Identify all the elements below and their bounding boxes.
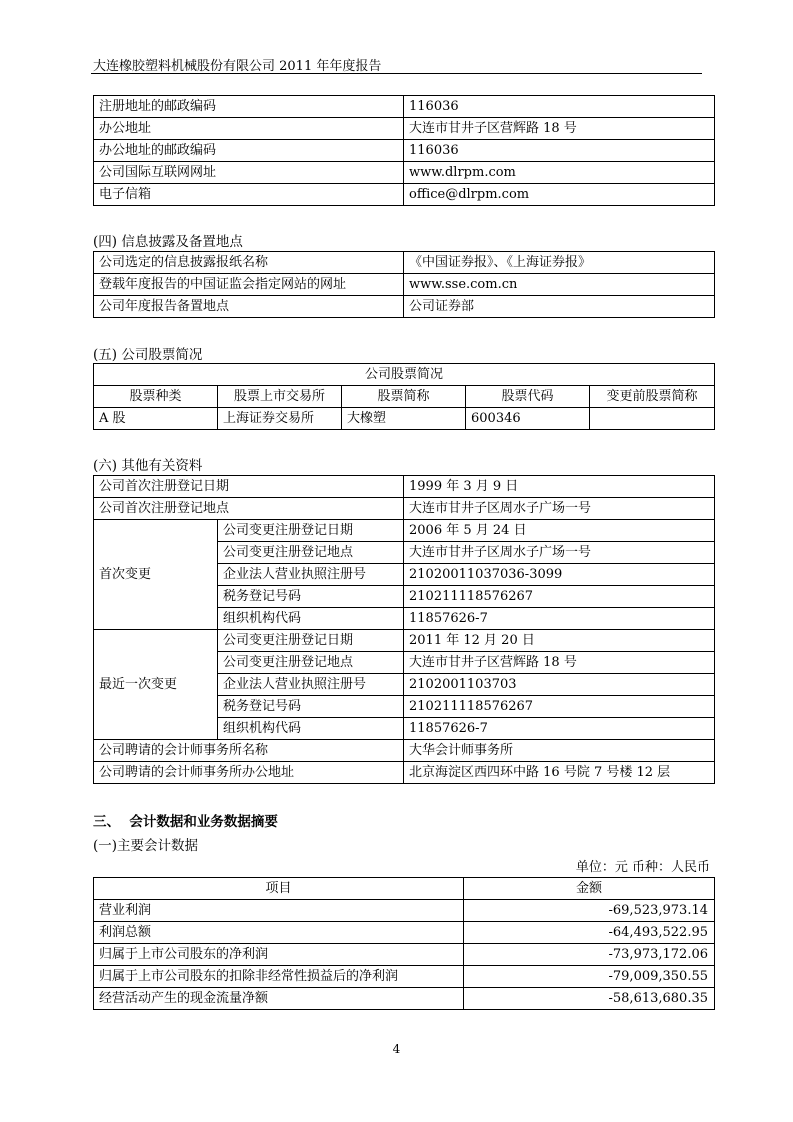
row-label: 公司变更注册登记日期 bbox=[218, 630, 404, 652]
table-row bbox=[94, 140, 715, 162]
row-amount: -69,523,973.14 bbox=[464, 900, 715, 922]
row-label: 公司选定的信息披露报纸名称 bbox=[94, 252, 404, 274]
previous-abbreviation bbox=[590, 408, 715, 430]
table-row bbox=[94, 476, 715, 498]
column-header: 股票种类 bbox=[94, 386, 218, 408]
row-label: 办公地址的邮政编码 bbox=[94, 140, 404, 162]
row-value: 大连市甘井子区营辉路 18 号 bbox=[404, 118, 715, 140]
row-label: 公司聘请的会计师事务所办公地址 bbox=[94, 762, 404, 784]
row-amount: -64,493,522.95 bbox=[464, 922, 715, 944]
row-value: 2102001103703 bbox=[404, 674, 715, 696]
table-header-row bbox=[94, 386, 715, 408]
table-row bbox=[94, 118, 715, 140]
stock-exchange: 上海证券交易所 bbox=[218, 408, 342, 430]
row-label: 经营活动产生的现金流量净额 bbox=[94, 988, 464, 1010]
section5-title: (五) 公司股票简况 bbox=[93, 347, 203, 363]
row-label: 公司变更注册登记地点 bbox=[218, 652, 404, 674]
table-row bbox=[94, 252, 715, 274]
row-value: 21020011037036-3099 bbox=[404, 564, 715, 586]
row-value: 11857626-7 bbox=[404, 608, 715, 630]
row-label: 税务登记号码 bbox=[218, 586, 404, 608]
row-label: 公司年度报告备置地点 bbox=[94, 296, 404, 318]
table-row bbox=[94, 184, 715, 206]
other-info-table bbox=[93, 475, 715, 784]
row-label: 电子信箱 bbox=[94, 184, 404, 206]
stock-table-title: 公司股票简况 bbox=[94, 364, 715, 386]
accounting-table bbox=[93, 877, 715, 1010]
row-value: 11857626-7 bbox=[404, 718, 715, 740]
row-label: 组织机构代码 bbox=[218, 608, 404, 630]
row-value: 116036 bbox=[404, 96, 715, 118]
row-value: 大华会计师事务所 bbox=[404, 740, 715, 762]
column-header: 项目 bbox=[94, 878, 464, 900]
row-value: office@dlrpm.com bbox=[404, 184, 715, 206]
row-value: 1999 年 3 月 9 日 bbox=[404, 476, 715, 498]
table-row bbox=[94, 944, 715, 966]
row-value: 116036 bbox=[404, 140, 715, 162]
row-value: 《中国证券报》、《上海证券报》 bbox=[404, 252, 715, 274]
contact-table bbox=[93, 95, 715, 206]
header-divider bbox=[91, 73, 702, 74]
column-header: 金额 bbox=[464, 878, 715, 900]
section3-title: 三、 会计数据和业务数据摘要 bbox=[93, 814, 278, 830]
table-row bbox=[94, 274, 715, 296]
table-row bbox=[94, 988, 715, 1010]
row-value: 大连市甘井子区周水子广场一号 bbox=[404, 542, 715, 564]
row-value: 北京海淀区西四环中路 16 号院 7 号楼 12 层 bbox=[404, 762, 715, 784]
document-header: 大连橡胶塑料机械股份有限公司 2011 年年度报告 bbox=[93, 59, 382, 74]
row-label: 公司变更注册登记地点 bbox=[218, 542, 404, 564]
row-label: 归属于上市公司股东的扣除非经常性损益后的净利润 bbox=[94, 966, 464, 988]
section4-title: (四) 信息披露及备置地点 bbox=[93, 234, 243, 250]
row-value: 大连市甘井子区周水子广场一号 bbox=[404, 498, 715, 520]
column-header: 变更前股票简称 bbox=[590, 386, 715, 408]
stock-type: A 股 bbox=[94, 408, 218, 430]
unit-note: 单位：元 币种：人民币 bbox=[575, 860, 710, 875]
table-row bbox=[94, 922, 715, 944]
row-amount: -79,009,350.55 bbox=[464, 966, 715, 988]
row-value: 2011 年 12 月 20 日 bbox=[404, 630, 715, 652]
disclosure-table bbox=[93, 251, 715, 318]
table-row bbox=[94, 966, 715, 988]
table-row bbox=[94, 498, 715, 520]
stock-code: 600346 bbox=[466, 408, 590, 430]
row-label: 公司国际互联网网址 bbox=[94, 162, 404, 184]
table-row bbox=[94, 630, 715, 652]
table-row bbox=[94, 900, 715, 922]
column-header: 股票简称 bbox=[342, 386, 466, 408]
row-amount: -73,973,172.06 bbox=[464, 944, 715, 966]
stock-abbreviation: 大橡塑 bbox=[342, 408, 466, 430]
first-change-label: 首次变更 bbox=[94, 520, 218, 630]
row-label: 公司变更注册登记日期 bbox=[218, 520, 404, 542]
row-value: www.sse.com.cn bbox=[404, 274, 715, 296]
table-row bbox=[94, 162, 715, 184]
table-row bbox=[94, 296, 715, 318]
table-title-row bbox=[94, 364, 715, 386]
row-value: 210211118576267 bbox=[404, 586, 715, 608]
row-value: 210211118576267 bbox=[404, 696, 715, 718]
row-label: 注册地址的邮政编码 bbox=[94, 96, 404, 118]
row-label: 企业法人营业执照注册号 bbox=[218, 564, 404, 586]
latest-change-label: 最近一次变更 bbox=[94, 630, 218, 740]
row-label: 公司首次注册登记地点 bbox=[94, 498, 404, 520]
section3-subtitle: (一)主要会计数据 bbox=[93, 838, 199, 854]
table-row bbox=[94, 762, 715, 784]
table-row bbox=[94, 740, 715, 762]
row-value: www.dlrpm.com bbox=[404, 162, 715, 184]
row-label: 营业利润 bbox=[94, 900, 464, 922]
row-label: 企业法人营业执照注册号 bbox=[218, 674, 404, 696]
row-value: 大连市甘井子区营辉路 18 号 bbox=[404, 652, 715, 674]
row-label: 登载年度报告的中国证监会指定网站的网址 bbox=[94, 274, 404, 296]
table-header-row bbox=[94, 878, 715, 900]
row-label: 组织机构代码 bbox=[218, 718, 404, 740]
column-header: 股票上市交易所 bbox=[218, 386, 342, 408]
row-label: 公司聘请的会计师事务所名称 bbox=[94, 740, 404, 762]
row-label: 公司首次注册登记日期 bbox=[94, 476, 404, 498]
table-row bbox=[94, 408, 715, 430]
column-header: 股票代码 bbox=[466, 386, 590, 408]
row-label: 税务登记号码 bbox=[218, 696, 404, 718]
page-number: 4 bbox=[392, 1042, 401, 1056]
row-label: 利润总额 bbox=[94, 922, 464, 944]
row-value: 公司证券部 bbox=[404, 296, 715, 318]
row-amount: -58,613,680.35 bbox=[464, 988, 715, 1010]
row-label: 归属于上市公司股东的净利润 bbox=[94, 944, 464, 966]
table-row bbox=[94, 96, 715, 118]
section6-title: (六) 其他有关资料 bbox=[93, 458, 203, 474]
table-row bbox=[94, 520, 715, 542]
stock-table bbox=[93, 363, 715, 430]
row-value: 2006 年 5 月 24 日 bbox=[404, 520, 715, 542]
row-label: 办公地址 bbox=[94, 118, 404, 140]
